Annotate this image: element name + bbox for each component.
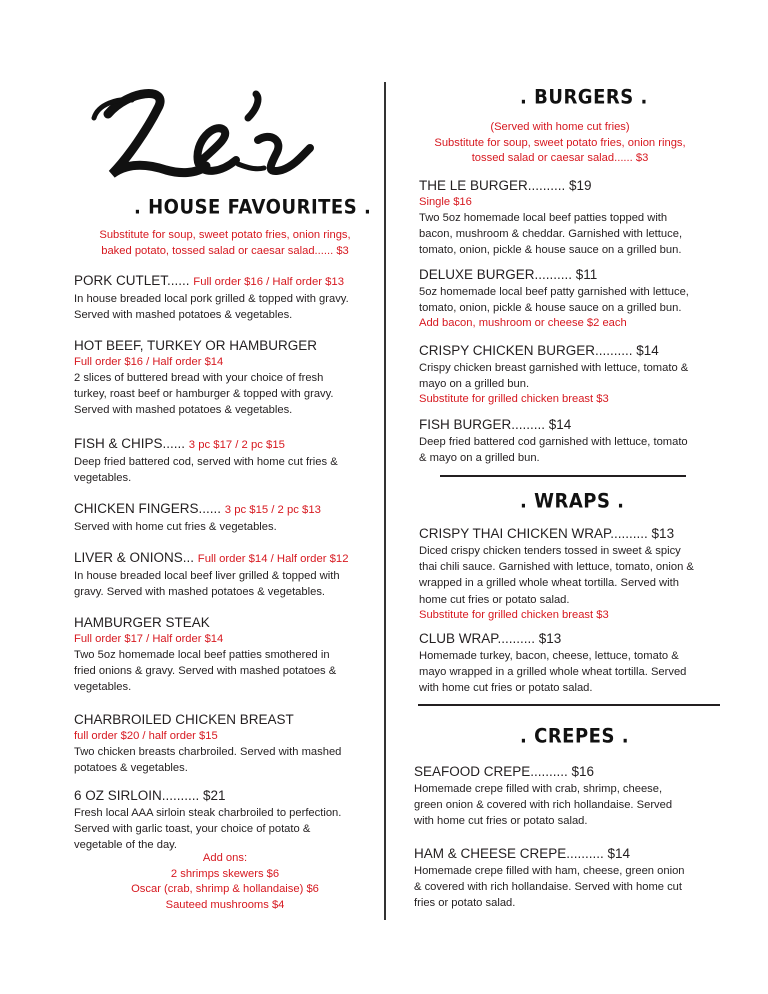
divider-burgers-wraps bbox=[440, 475, 686, 477]
menu-item-deluxe-burger: DELUXE BURGER.......... $11 5oz homemade local beef patty garnished with lettuce, tomato, onion, pickle & house sauce on a grilled bun. Add bacon, mushroom or cheese $2 each bbox=[419, 267, 689, 330]
sirloin-addons: Add ons: 2 shrimps skewers $6 Oscar (crab, shrimp & hollandaise) $6 Sauteed mushrooms $4 bbox=[131, 852, 319, 911]
wraps-title: . WRAPS . bbox=[520, 490, 625, 514]
divider-wraps-crepes bbox=[418, 704, 720, 706]
menu-item-charbroiled-chicken: CHARBROILED CHICKEN BREAST full order $20 / half order $15 Two chicken breasts charbroiled. Served with mashed potatoes & vegetables. bbox=[74, 712, 342, 775]
menu-item-le-burger: THE LE BURGER.......... $19 Single $16 Two 5oz homemade local beef patties topped with bacon, mushroom & cheddar. Garnished with lettuce, tomato, onion, pickle & house sauce on a grilled bun. bbox=[419, 178, 683, 257]
house-favourites-title: . HOUSE FAVOURITES . bbox=[134, 196, 372, 220]
les-logo bbox=[88, 78, 318, 188]
menu-item-thai-chicken-wrap: CRISPY THAI CHICKEN WRAP.......... $13 Diced crispy chicken tenders tossed in sweet & spicy thai chili sauce. Garnished with lettuce, tomato, onion & wrapped in a grilled whole wheat tortilla. Served with home cut fries or potato salad. Substitute for grilled chicken breast $3 bbox=[419, 526, 694, 621]
house-favourites-note: Substitute for soup, sweet potato fries, onion rings, baked potato, tossed salad or caesar salad...... $3 bbox=[99, 229, 351, 257]
menu-item-chicken-fingers: CHICKEN FINGERS...... 3 pc $15 / 2 pc $13 Served with home cut fries & vegetables. bbox=[74, 501, 321, 533]
menu-item-crispy-chicken-burger: CRISPY CHICKEN BURGER.......... $14 Crispy chicken breast garnished with lettuce, tomato & mayo on a grilled bun. Substitute for grilled chicken breast $3 bbox=[419, 343, 689, 406]
menu-item-fish-burger: FISH BURGER......... $14 Deep fried battered cod garnished with lettuce, tomato & mayo on a grilled bun. bbox=[419, 417, 688, 465]
menu-item-hot-beef: HOT BEEF, TURKEY OR HAMBURGER Full order $16 / Half order $14 2 slices of buttered bread with your choice of fresh turkey, roast beef or hamburger & topped with gravy. Served with mashed potatoes & vegetables. bbox=[74, 338, 334, 417]
crepes-title: . CREPES . bbox=[520, 725, 630, 749]
column-divider bbox=[384, 82, 386, 920]
menu-item-sirloin: 6 OZ SIRLOIN.......... $21 Fresh local AAA sirloin steak charbroiled to perfection. Served with garlic toast, your choice of potato & vegetable of the day. bbox=[74, 788, 342, 852]
menu-item-ham-cheese-crepe: HAM & CHEESE CREPE.......... $14 Homemade crepe filled with ham, cheese, green onion & covered with rich hollandaise. Served with home cut fries or potato salad. bbox=[414, 846, 685, 910]
menu-item-club-wrap: CLUB WRAP.......... $13 Homemade turkey, bacon, cheese, lettuce, tomato & mayo wrapped in a grilled whole wheat tortilla. Served with home cut fries or potato salad. bbox=[419, 631, 687, 695]
menu-item-liver-onions: LIVER & ONIONS... Full order $14 / Half order $12 In house breaded local beef liver grilled & topped with gravy. Served with mashed potatoes & vegetables. bbox=[74, 550, 349, 599]
burgers-title: . BURGERS . bbox=[520, 86, 648, 110]
burgers-note: (Served with home cut fries) Substitute for soup, sweet potato fries, onion rings, tossed salad or caesar salad...... $3 bbox=[434, 121, 686, 164]
menu-item-pork-cutlet: PORK CUTLET...... Full order $16 / Half order $13 In house breaded local pork grilled & topped with gravy. Served with mashed potatoes & vegetables. bbox=[74, 273, 349, 322]
menu-item-seafood-crepe: SEAFOOD CREPE.......... $16 Homemade crepe filled with crab, shrimp, cheese, green onion & covered with rich hollandaise. Served with home cut fries or potato salad. bbox=[414, 764, 673, 828]
menu-item-fish-chips: FISH & CHIPS...... 3 pc $17 / 2 pc $15 Deep fried battered cod, served with home cut fries & vegetables. bbox=[74, 436, 338, 485]
menu-item-hamburger-steak: HAMBURGER STEAK Full order $17 / Half order $14 Two 5oz homemade local beef patties smothered in fried onions & gravy. Served with mashed potatoes & vegetables. bbox=[74, 615, 337, 694]
